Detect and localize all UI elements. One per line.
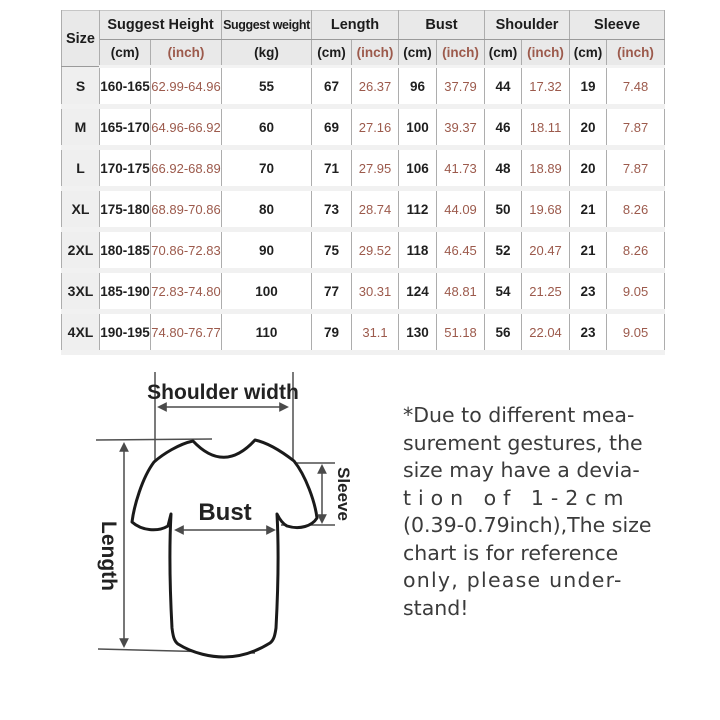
cell-size: S: [62, 67, 100, 107]
cell-bust-inch: 46.45: [437, 230, 485, 271]
note-line: *Due to different mea-: [403, 403, 635, 427]
header-suggest-height: Suggest Height: [100, 11, 222, 40]
cell-shoulder-inch: 17.32: [522, 67, 570, 107]
note-line: tion of 1-2cm: [403, 485, 631, 510]
cell-shoulder-inch: 19.68: [522, 189, 570, 230]
cell-shoulder-cm: 56: [485, 312, 522, 353]
cell-weight-kg: 55: [222, 67, 312, 107]
cell-weight-kg: 70: [222, 148, 312, 189]
unit-sleeve-inch: (inch): [607, 40, 665, 67]
cell-sleeve-inch: 7.48: [607, 67, 665, 107]
cell-size: 4XL: [62, 312, 100, 353]
cell-shoulder-cm: 46: [485, 107, 522, 148]
cell-shoulder-cm: 48: [485, 148, 522, 189]
cell-height-inch: 66.92-68.89: [151, 148, 222, 189]
tshirt-diagram-svg: [82, 366, 412, 668]
cell-shoulder-cm: 50: [485, 189, 522, 230]
cell-sleeve-cm: 21: [570, 189, 607, 230]
cell-height-inch: 70.86-72.83: [151, 230, 222, 271]
cell-height-cm: 165-170: [100, 107, 151, 148]
cell-shoulder-inch: 18.89: [522, 148, 570, 189]
bust-label: Bust: [198, 499, 252, 526]
cell-bust-cm: 112: [399, 189, 437, 230]
note-line: (0.39-0.79inch),The size: [403, 513, 652, 537]
note-line: surement gestures, the: [403, 430, 643, 455]
cell-sleeve-cm: 23: [570, 312, 607, 353]
note-line: only, please under-: [403, 568, 623, 592]
cell-length-cm: 77: [312, 271, 352, 312]
cell-height-cm: 190-195: [100, 312, 151, 353]
cell-size: M: [62, 107, 100, 148]
table-body: [62, 67, 665, 353]
cell-size: 2XL: [62, 230, 100, 271]
table-row-xl: [62, 189, 665, 230]
header-unit-row: [62, 40, 665, 67]
unit-shoulder-inch: (inch): [522, 40, 570, 67]
table-row-4xl: [62, 312, 665, 353]
cell-bust-cm: 130: [399, 312, 437, 353]
cell-height-inch: 74.80-76.77: [151, 312, 222, 353]
cell-height-cm: 175-180: [100, 189, 151, 230]
measurement-note: [403, 402, 685, 622]
length-guide-top: [96, 439, 212, 440]
header-suggest-weight: Suggest weight: [222, 11, 312, 40]
cell-weight-kg: 90: [222, 230, 312, 271]
cell-sleeve-inch: 7.87: [607, 107, 665, 148]
table-row-l: [62, 148, 665, 189]
shoulder-width-label: Shoulder width: [147, 381, 299, 404]
cell-sleeve-inch: 9.05: [607, 312, 665, 353]
sleeve-label: Sleeve: [334, 467, 353, 521]
length-label: Length: [97, 521, 120, 591]
cell-sleeve-inch: 8.26: [607, 230, 665, 271]
table-header: [62, 11, 665, 67]
cell-sleeve-inch: 8.26: [607, 189, 665, 230]
unit-shoulder-cm: (cm): [485, 40, 522, 67]
header-group-row: [62, 11, 665, 40]
cell-length-cm: 75: [312, 230, 352, 271]
size-chart-table: [61, 10, 665, 355]
unit-weight-kg: (kg): [222, 40, 312, 67]
cell-length-inch: 27.16: [352, 107, 399, 148]
unit-bust-cm: (cm): [399, 40, 437, 67]
table-row-m: [62, 107, 665, 148]
cell-length-cm: 73: [312, 189, 352, 230]
table-row-3xl: [62, 271, 665, 312]
header-bust: Bust: [399, 11, 485, 40]
cell-sleeve-cm: 23: [570, 271, 607, 312]
cell-size: 3XL: [62, 271, 100, 312]
cell-bust-cm: 100: [399, 107, 437, 148]
cell-sleeve-cm: 20: [570, 107, 607, 148]
cell-height-cm: 180-185: [100, 230, 151, 271]
cell-bust-cm: 124: [399, 271, 437, 312]
cell-height-inch: 64.96-66.92: [151, 107, 222, 148]
cell-bust-inch: 41.73: [437, 148, 485, 189]
table-row-s: [62, 67, 665, 107]
cell-size: L: [62, 148, 100, 189]
cell-shoulder-inch: 21.25: [522, 271, 570, 312]
cell-length-cm: 69: [312, 107, 352, 148]
unit-height-cm: (cm): [100, 40, 151, 67]
cell-height-cm: 185-190: [100, 271, 151, 312]
cell-sleeve-inch: 7.87: [607, 148, 665, 189]
cell-height-cm: 160-165: [100, 67, 151, 107]
cell-length-inch: 26.37: [352, 67, 399, 107]
cell-bust-inch: 39.37: [437, 107, 485, 148]
cell-sleeve-cm: 20: [570, 148, 607, 189]
cell-bust-inch: 48.81: [437, 271, 485, 312]
tshirt-outline: [132, 440, 317, 657]
unit-length-cm: (cm): [312, 40, 352, 67]
note-line: stand!: [403, 595, 469, 620]
cell-weight-kg: 80: [222, 189, 312, 230]
cell-sleeve-cm: 19: [570, 67, 607, 107]
header-sleeve: Sleeve: [570, 11, 665, 40]
cell-bust-cm: 118: [399, 230, 437, 271]
cell-bust-cm: 106: [399, 148, 437, 189]
unit-length-inch: (inch): [352, 40, 399, 67]
cell-size: XL: [62, 189, 100, 230]
cell-sleeve-cm: 21: [570, 230, 607, 271]
cell-length-inch: 27.95: [352, 148, 399, 189]
cell-length-inch: 30.31: [352, 271, 399, 312]
cell-weight-kg: 110: [222, 312, 312, 353]
cell-bust-cm: 96: [399, 67, 437, 107]
unit-bust-inch: (inch): [437, 40, 485, 67]
header-size: Size: [62, 11, 100, 67]
cell-bust-inch: 44.09: [437, 189, 485, 230]
tshirt-measurement-diagram: [82, 366, 412, 673]
cell-weight-kg: 100: [222, 271, 312, 312]
cell-length-cm: 79: [312, 312, 352, 353]
cell-shoulder-inch: 22.04: [522, 312, 570, 353]
cell-height-cm: 170-175: [100, 148, 151, 189]
cell-height-inch: 62.99-64.96: [151, 67, 222, 107]
size-chart-section: [61, 10, 665, 355]
cell-height-inch: 68.89-70.86: [151, 189, 222, 230]
cell-shoulder-cm: 52: [485, 230, 522, 271]
note-line: size may have a devia-: [403, 458, 640, 482]
cell-height-inch: 72.83-74.80: [151, 271, 222, 312]
cell-bust-inch: 37.79: [437, 67, 485, 107]
cell-length-cm: 71: [312, 148, 352, 189]
header-length: Length: [312, 11, 399, 40]
cell-bust-inch: 51.18: [437, 312, 485, 353]
cell-shoulder-cm: 54: [485, 271, 522, 312]
cell-shoulder-cm: 44: [485, 67, 522, 107]
cell-length-inch: 31.1: [352, 312, 399, 353]
cell-length-inch: 29.52: [352, 230, 399, 271]
cell-shoulder-inch: 20.47: [522, 230, 570, 271]
cell-shoulder-inch: 18.11: [522, 107, 570, 148]
unit-height-inch: (inch): [151, 40, 222, 67]
note-line: chart is for reference: [403, 540, 619, 565]
cell-length-inch: 28.74: [352, 189, 399, 230]
header-shoulder: Shoulder: [485, 11, 570, 40]
table-row-2xl: [62, 230, 665, 271]
cell-sleeve-inch: 9.05: [607, 271, 665, 312]
cell-weight-kg: 60: [222, 107, 312, 148]
unit-sleeve-cm: (cm): [570, 40, 607, 67]
cell-length-cm: 67: [312, 67, 352, 107]
